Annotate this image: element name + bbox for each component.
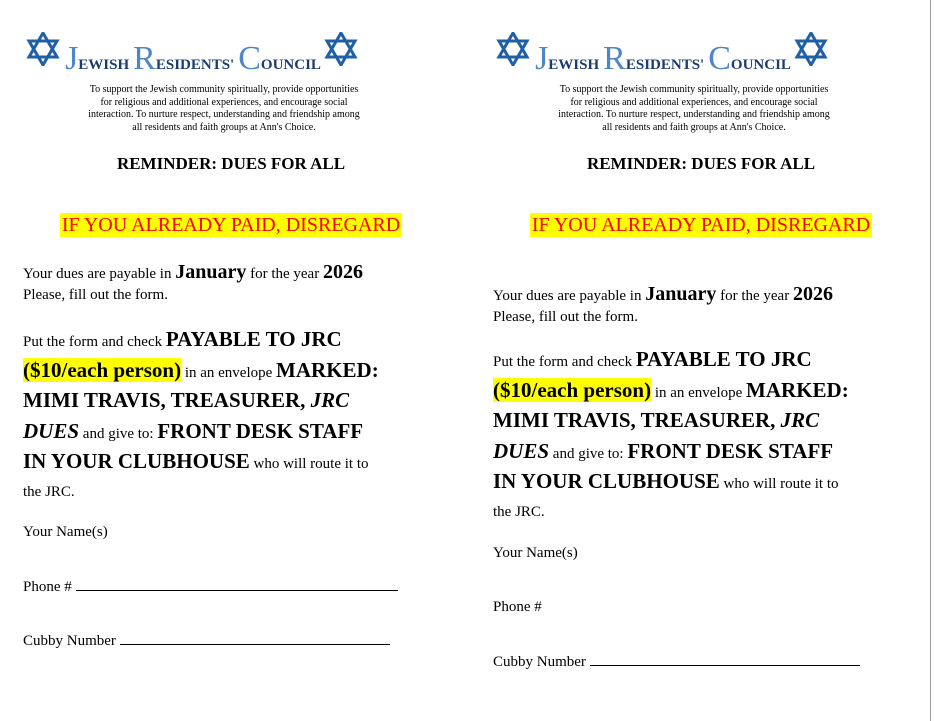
flyer-header bbox=[488, 30, 918, 140]
cubby-field[interactable]: Cubby Number bbox=[23, 632, 390, 650]
phone-field[interactable]: Phone # bbox=[493, 599, 542, 615]
page-edge bbox=[930, 0, 941, 721]
instructions-paragraph: Put the form and check PAYABLE TO JRC ($10/each person) in an envelope MARKED: MIMI TRAVIS, TREASURER, JRC DUES and give to: FRONT DESK STAFF IN YOUR CLUBHOUSE who will route it to the JRC. bbox=[23, 327, 379, 500]
reminder-heading: REMINDER: DUES FOR ALL bbox=[116, 154, 346, 173]
org-title: JEWISH RESIDENTS' COUNCIL bbox=[65, 40, 321, 77]
reminder-heading: REMINDER: DUES FOR ALL bbox=[586, 154, 816, 173]
disregard-notice: IF YOU ALREADY PAID, DISREGARD bbox=[531, 214, 871, 236]
mission-statement: To support the Jewish community spiritually, provide opportunities for religious and additional experiences, and encourage social interaction. To nurture respect, understanding and friendship among all residents and faith groups at Ann's Choice. bbox=[558, 84, 830, 133]
instructions-paragraph: Put the form and check PAYABLE TO JRC ($10/each person) in an envelope MARKED: MIMI TRAVIS, TREASURER, JRC DUES and give to: FRONT DESK STAFF IN YOUR CLUBHOUSE who will route it to the JRC. bbox=[493, 347, 849, 520]
name-field[interactable]: Your Name(s) bbox=[493, 545, 578, 561]
disregard-notice: IF YOU ALREADY PAID, DISREGARD bbox=[61, 214, 401, 236]
star-of-david-icon bbox=[496, 32, 530, 66]
star-of-david-icon bbox=[794, 32, 828, 66]
star-of-david-icon bbox=[26, 32, 60, 66]
org-title: JEWISH RESIDENTS' COUNCIL bbox=[535, 40, 791, 77]
name-field[interactable]: Your Name(s) bbox=[23, 524, 108, 540]
phone-field[interactable]: Phone # bbox=[23, 578, 398, 596]
cubby-field[interactable]: Cubby Number bbox=[493, 653, 860, 671]
star-of-david-icon bbox=[324, 32, 358, 66]
dues-paragraph: Your dues are payable in January for the year 2026 Please, fill out the form. bbox=[23, 261, 363, 303]
dues-paragraph: Your dues are payable in January for the year 2026 Please, fill out the form. bbox=[493, 283, 833, 325]
flyer-right bbox=[488, 0, 918, 721]
flyer-left bbox=[18, 0, 448, 721]
mission-statement: To support the Jewish community spiritually, provide opportunities for religious and additional experiences, and encourage social interaction. To nurture respect, understanding and friendship among all residents and faith groups at Ann's Choice. bbox=[88, 84, 360, 133]
flyer-header bbox=[18, 30, 448, 140]
